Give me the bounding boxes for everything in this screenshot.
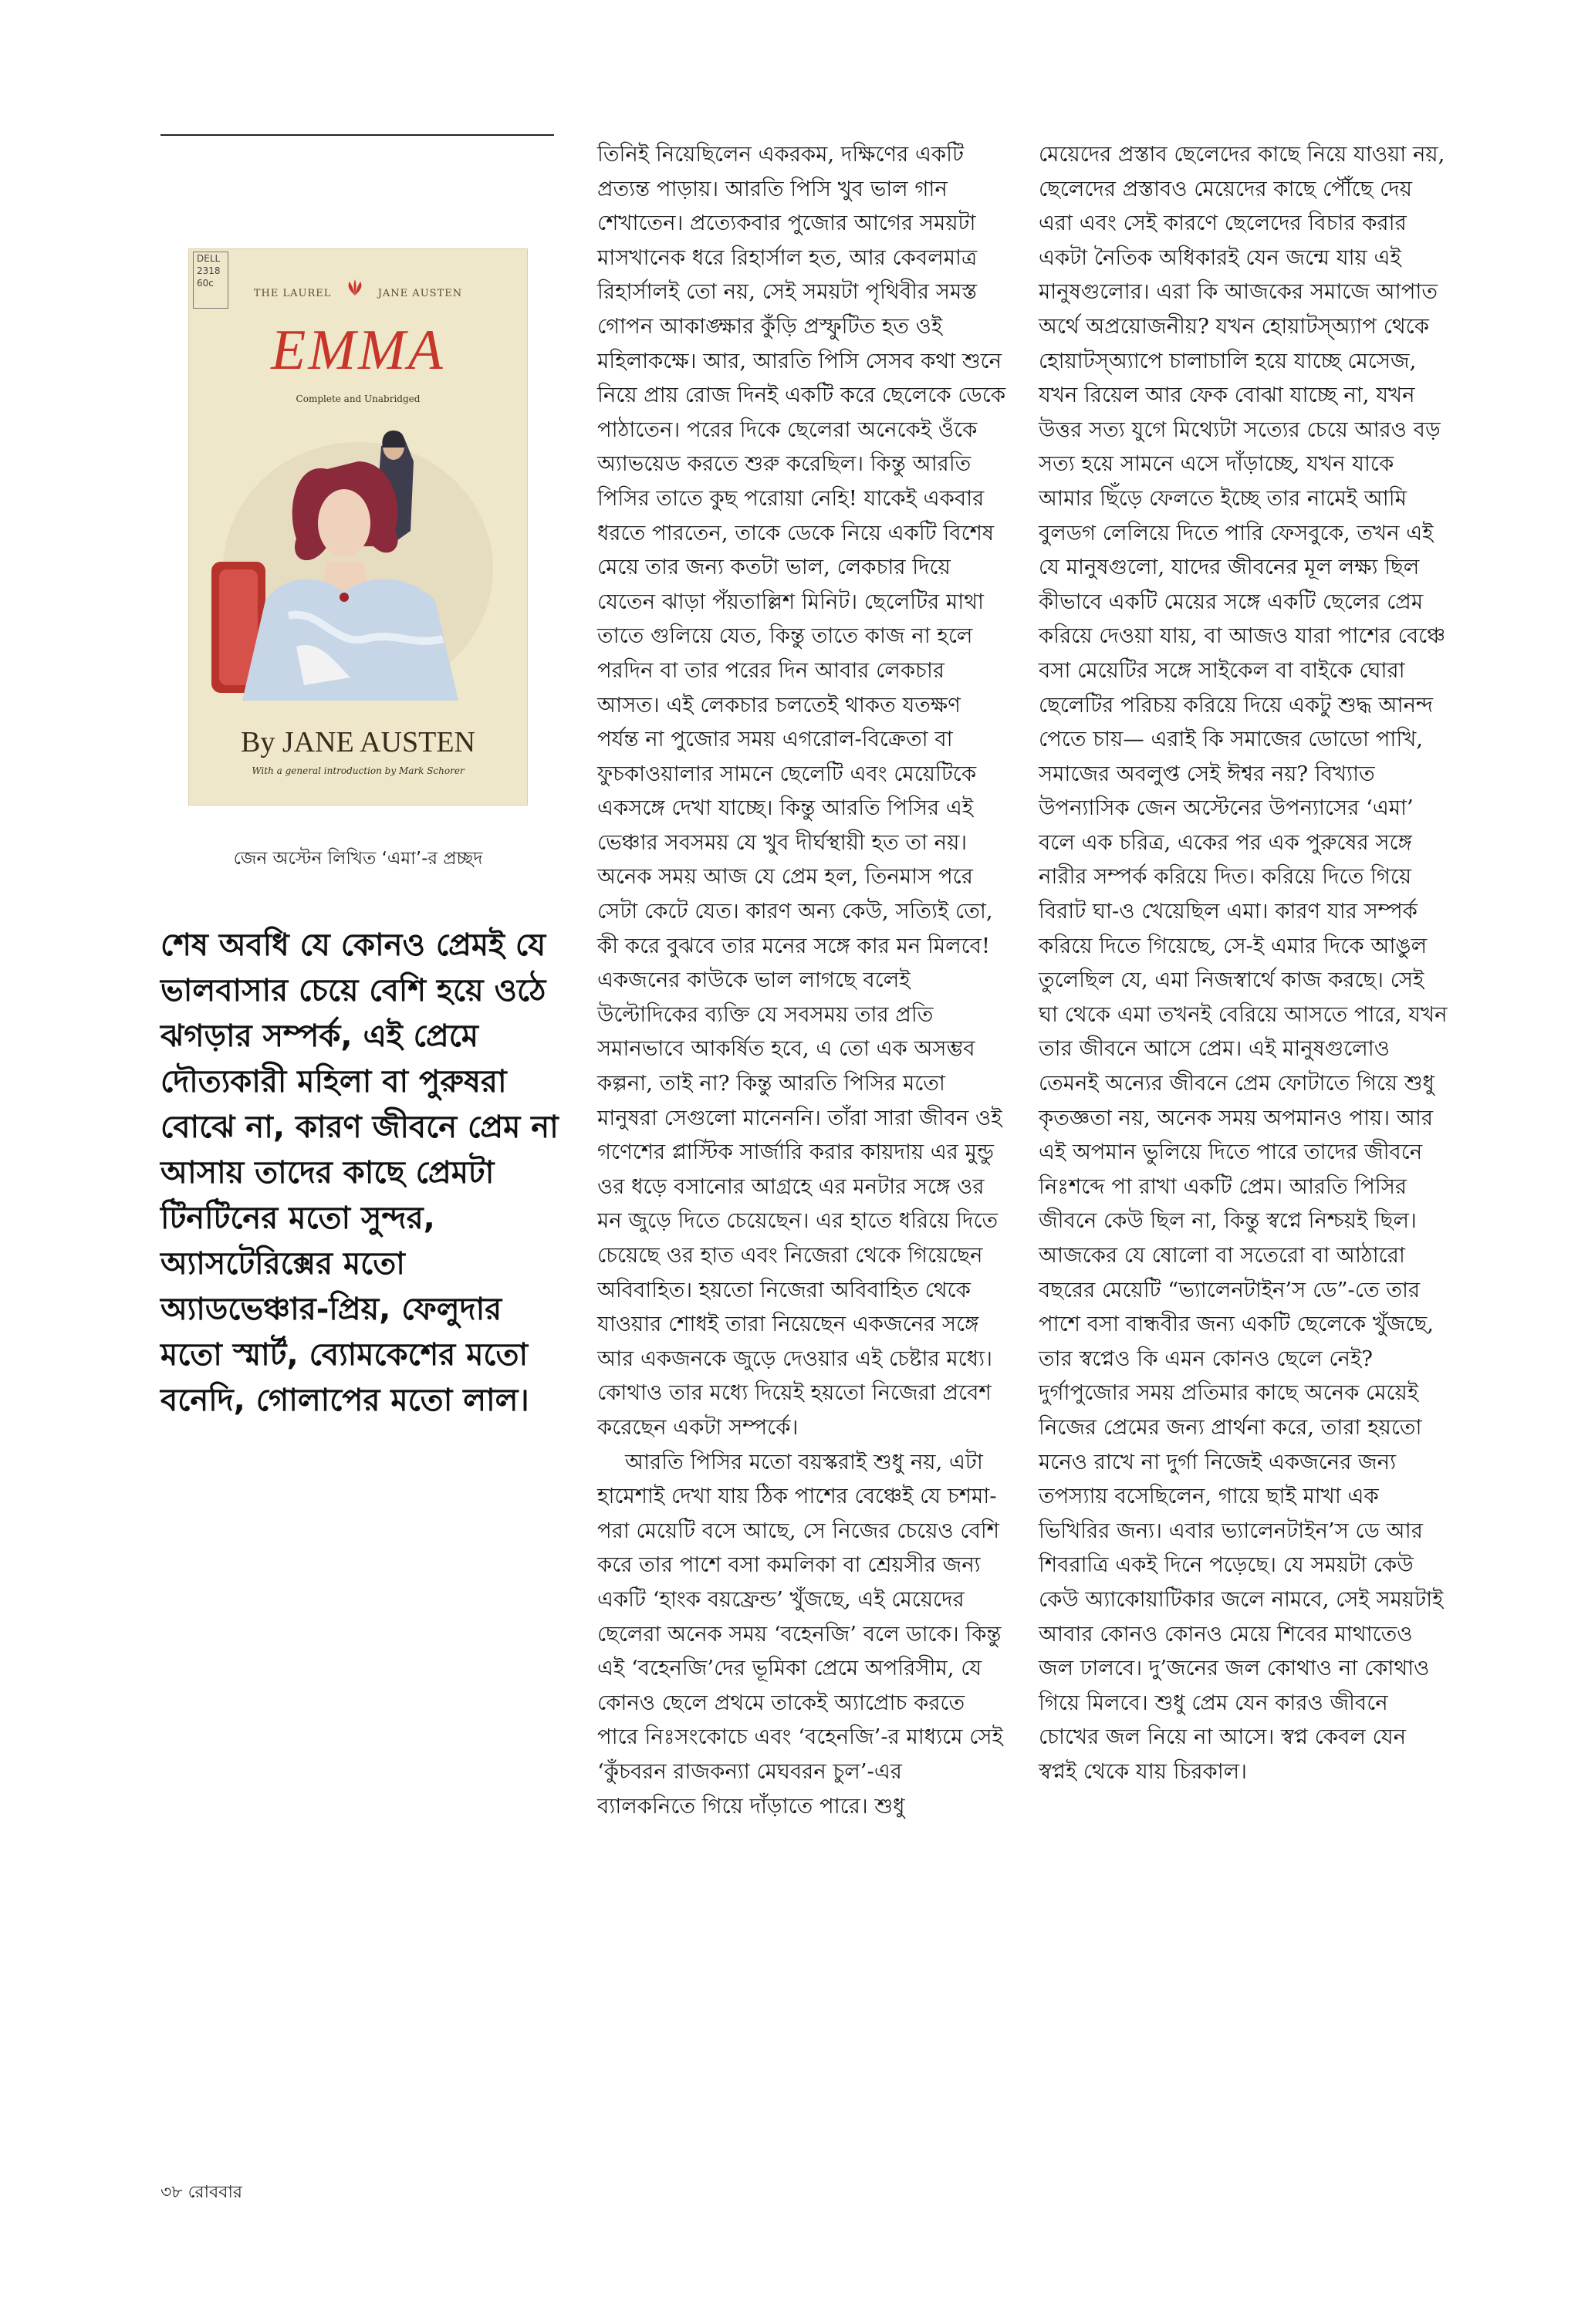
- paragraph: তিনিই নিয়েছিলেন একরকম, দক্ষিণের একটি প্রত্যন্ত পাড়ায়। আরতি পিসি খুব ভাল গান শেখাতেন। প্রত্যেকবার পুজোর আগের সময়টা মাসখানেক ধরে রিহার্সাল হত, আর কেবলমাত্র রিহার্সালই তো নয়, সেই সময়টা পৃথিবীর সমস্ত গোপন আকাঙ্ক্ষার কুঁড়ি প্রস্ফুটিত হত ওই মহিলাকক্ষে। আর, আরতি পিসি সেসব কথা শুনে নিয়ে প্রায় রোজ দিনই একটি করে ছেলেকে ডেকে পাঠাতেন। পরের দিকে ছেলেরা অনেকেই ওঁকে অ্যাভয়েড করতে শুরু করেছিল। কিন্তু আরতি পিসির তাতে কুছ পরোয়া নেহি! যাকেই একবার ধরতে পারতেন, তাকে ডেকে নিয়ে একটি বিশেষ মেয়ে তার জন্য কতটা ভাল, লেকচার দিয়ে যেতেন ঝাড়া পঁয়তাল্লিশ মিনিট। ছেলেটির মাথা তাতে গুলিয়ে যেত, কিন্তু তাতে কাজ না হলে পরদিন বা তার পরের দিন আবার লেকচার আসত। এই লেকচার চলতেই থাকত যতক্ষণ পর্যন্ত না পুজোর সময় এগরোল-বিক্রেতা বা ফুচকাওয়ালার সামনে ছেলেটি এবং মেয়েটিকে একসঙ্গে দেখা যাচ্ছে। কিন্তু আরতি পিসির এই ভেঞ্চার সবসময় যে খুব দীর্ঘস্থায়ী হত তা নয়। অনেক সময় আজ যে প্রেম হল, তিনমাস পরে সেটা কেটে যেত। কারণ অন্য কেউ, সত্যিই তো, কী করে বুঝবে তার মনের সঙ্গে কার মন মিলবে! একজনের কাউকে ভাল লাগছে বলেই উল্টোদিকের ব্যক্তি যে সবসময় তার প্রতি সমানভাবে আকর্ষিত হবে, এ তো এক অসম্ভব কল্পনা, তাই না? কিন্তু আরতি পিসির মতো মানুষরা সেগুলো মানেননি। তাঁরা সারা জীবন ওই গণেশের প্লাস্টিক সার্জারি করার কায়দায় এর মুন্ডু ওর ধড়ে বসানোর আগ্রহে এর মনটার সঙ্গে ওর মন জুড়ে দিতে চেয়েছেন। এর হাতে ধরিয়ে দিতে চেয়েছে ওর হাত এবং নিজেরা থেকে গিয়েছেন অবিবাহিত। হয়তো নিজেরা অবিবাহিত থেকে যাওয়ার শোধই তারা নিয়েছেন একজনের সঙ্গে আর একজনকে জুড়ে দেওয়ার এই চেষ্টার মধ্যে। কোথাও তার মধ্যে দিয়েই হয়তো নিজেরা প্রবেশ করেছেন একটা সম্পর্কে।: [597, 142, 1006, 1440]
- article-column-1: [597, 137, 1006, 1823]
- cover-author: By JANE AUSTEN: [240, 726, 476, 758]
- page-footer: ৩৮ রোববার: [161, 2183, 242, 2202]
- cover-title: EMMA: [271, 319, 445, 382]
- laurel-leaf-icon: [343, 279, 367, 296]
- cover-series-line: [188, 279, 528, 299]
- cover-subtitle: Complete and Unabridged: [296, 394, 421, 404]
- cover-intro: With a general introduction by Mark Schorer: [252, 765, 465, 776]
- paragraph: মেয়েদের প্রস্তাব ছেলেদের কাছে নিয়ে যাওয়া নয়, ছেলেদের প্রস্তাবও মেয়েদের কাছে পৌঁছে দেয় এরা এবং সেই কারণে ছেলেদের বিচার করার একটা নৈতিক অধিকারই যেন জন্মে যায় এই মানুষগুলোর। এরা কি আজকের সমাজে আপাত অর্থে অপ্রয়োজনীয়? যখন হোয়াটস্অ্যাপ থেকে হোয়াটস্অ্যাপে চালাচালি হয়ে যাচ্ছে মেসেজ, যখন রিয়েল আর ফেক বোঝা যাচ্ছে না, যখন উত্তর সত্য যুগে মিথ্যেটা সত্যের চেয়ে আরও বড় সত্য হয়ে সামনে এসে দাঁড়াচ্ছে, যখন যাকে আমার ছিঁড়ে ফেলতে ইচ্ছে তার নামেই আমি বুলডগ লেলিয়ে দিতে পারি ফেসবুকে, তখন এই যে মানুষগুলো, যাদের জীবনের মূল লক্ষ্য ছিল কীভাবে একটি মেয়ের সঙ্গে একটি ছেলের প্রেম করিয়ে দেওয়া যায়, বা আজও যারা পাশের বেঞ্চে বসা মেয়েটির সঙ্গে সাইকেল বা বাইকে ঘোরা ছেলেটির পরিচয় করিয়ে দিয়ে একটু শুদ্ধ আনন্দ পেতে চায়— এরাই কি সমাজের ডোডো পাখি, সমাজের অবলুপ্ত সেই ঈশ্বর নয়? বিখ্যাত উপন্যাসিক জেন অস্টেনের উপন্যাসের ‘এমা’ বলে এক চরিত্র, একের পর এক পুরুষের সঙ্গে নারীর সম্পর্ক করিয়ে দিত। করিয়ে দিতে গিয়ে বিরাট ঘা-ও খেয়েছিল এমা। কারণ যার সম্পর্ক করিয়ে দিতে গিয়েছে, সে-ই এমার দিকে আঙুল তুলেছিল যে, এমা নিজস্বার্থে কাজ করছে। সেই ঘা থেকে এমা তখনই বেরিয়ে আসতে পারে, যখন তার জীবনে আসে প্রেম। এই মানুষগুলোও তেমনই অন্যের জীবনে প্রেম ফোটাতে গিয়ে শুধু কৃতজ্ঞতা নয়, অনেক সময় অপমানও পায়। আর এই অপমান ভুলিয়ে দিতে পারে তাদের জীবনে নিঃশব্দে পা রাখা একটি প্রেম। আরতি পিসির জীবনে কেউ ছিল না, কিন্তু স্বপ্নে নিশ্চয়ই ছিল। আজকের যে ষোলো বা সতেরো বা আঠারো বছরের মেয়েটি “ভ্যালেনটাইন’স ডে”-তে তার পাশে বসা বান্ধবীর জন্য একটি ছেলেকে খুঁজছে, তার স্বপ্নেও কি এমন কোনও ছেলে নেই? দুর্গাপুজোর সময় প্রতিমার কাছে অনেক মেয়েই নিজের প্রেমের জন্য প্রার্থনা করে, তারা হয়তো মনেও রাখে না দুর্গা নিজেই একজনের জন্য তপস্যায় বসেছিলেন, গায়ে ছাই মাখা এক ভিখিরির জন্য। এবার ভ্যালেনটাইন’স ডে আর শিবরাত্রি একই দিনে পড়েছে। যে সময়টা কেউ কেউ অ্যাকোয়াটিকার জলে নামবে, সেই সময়টাই আবার কোনও কোনও মেয়ে শিবের মাথাতেও জল ঢালবে। দু’জনের জল কোথাও না কোথাও গিয়ে মিলবে। শুধু প্রেম যেন কারও জীবনে চোখের জল নিয়ে না আসে। স্বপ্ন কেবল যেন স্বপ্নই থেকে যায় চিরকাল।: [1039, 142, 1448, 1784]
- cover-series-left: THE LAUREL: [253, 288, 332, 299]
- cover-series-right: JANE AUSTEN: [377, 288, 463, 299]
- article-column-2: [1039, 137, 1448, 1789]
- top-rule: [161, 134, 554, 136]
- cover-illustration: [211, 415, 505, 701]
- pull-quote: শেষ অবধি যে কোনও প্রেমই যে ভালবাসার চেয়ে বেশি হয়ে ওঠে ঝগড়ার সম্পর্ক, এই প্রেমে দৌত্যকারী মহিলা বা পুরুষরা বোঝে না, কারণ জীবনে প্রেম না আসায় তাদের কাছে প্রেমটা টিনটিনের মতো সুন্দর, অ্যাসটেরিক্সের মতো অ্যাডভেঞ্চার-প্রিয়, ফেলুদার মতো স্মার্ট, ব্যোমকেশের মতো বনেদি, গোলাপের মতো লাল।: [161, 927, 559, 1418]
- publisher-mark: DELL 2318 60c: [193, 252, 228, 309]
- image-caption: জেন অস্টেন লিখিত ‘এমা’-র প্রচ্ছদ: [233, 849, 483, 869]
- paragraph: আরতি পিসির মতো বয়স্করাই শুধু নয়, এটা হামেশাই দেখা যায় ঠিক পাশের বেঞ্চেই যে চশমা-পরা মেয়েটি বসে আছে, সে নিজের চেয়েও বেশি করে তার পাশে বসা কমলিকা বা শ্রেয়সীর জন্য একটি ‘হাংক বয়ফ্রেন্ড’ খুঁজছে, এই মেয়েদের ছেলেরা অনেক সময় ‘বহেনজি’ বলে ডাকে। কিন্তু এই ‘বহেনজি’দের ভূমিকা প্রেমে অপরিসীম, যে কোনও ছেলে প্রথমে তাকেই অ্যাপ্রোচ করতে পারে নিঃসংকোচে এবং ‘বহেনজি’-র মাধ্যমে সেই ‘কুঁচবরন রাজকন্যা মেঘবরন চুল’-এর ব্যালকনিতে গিয়ে দাঁড়াতে পারে। শুধু: [597, 1449, 1003, 1819]
- book-cover-image: [188, 248, 528, 806]
